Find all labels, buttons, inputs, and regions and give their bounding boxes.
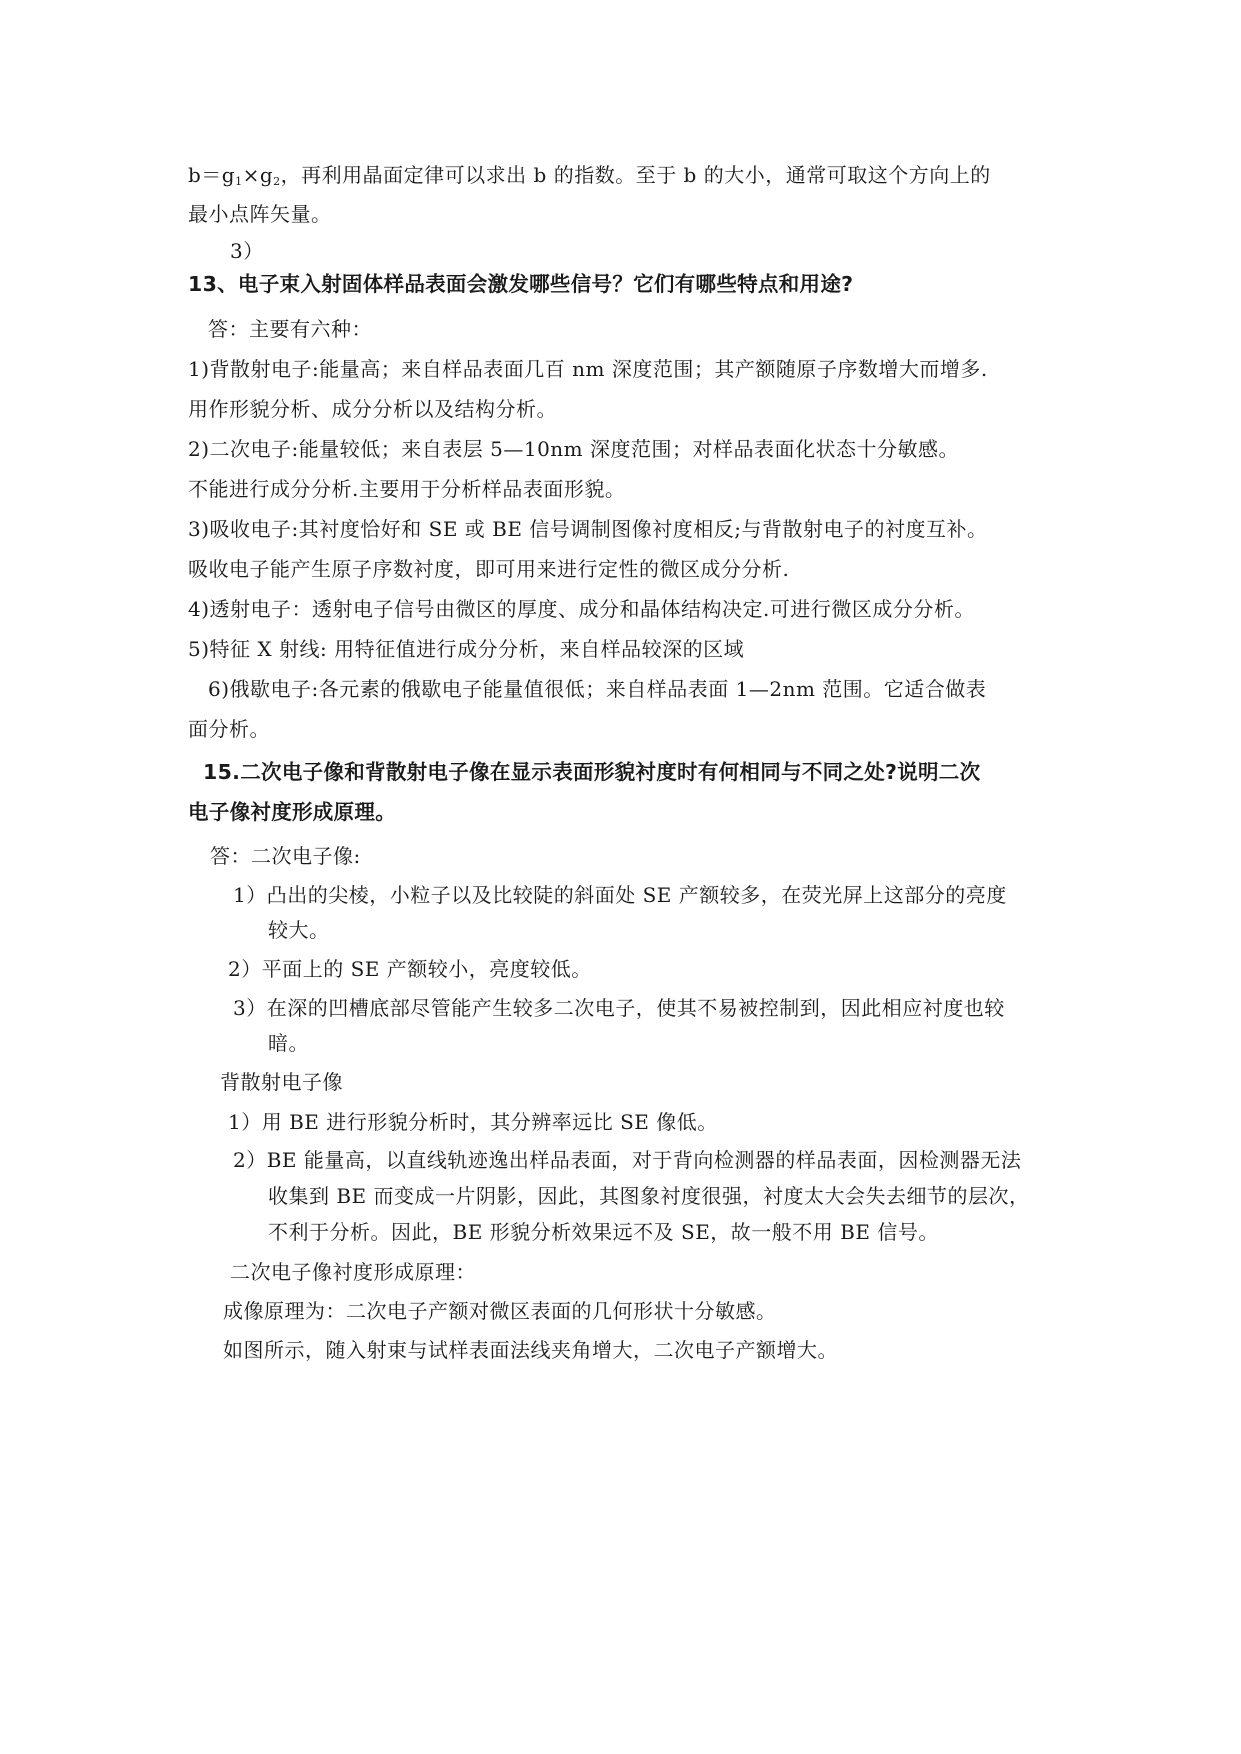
q13-line: 5)特征 X 射线: 用特征值进行成分分析，来自样品较深的区域 [188, 637, 745, 661]
q15-se-line: 暗。 [268, 1031, 309, 1055]
q15-se-line: 1）凸出的尖棱，小粒子以及比较陡的斜面处 SE 产额较多，在荧光屏上这部分的亮度 [233, 883, 1007, 907]
q13-line: 面分析。 [188, 717, 270, 741]
formula-times: ×g [242, 163, 274, 187]
formula-b-eq: b＝g [188, 163, 236, 187]
prev-item-3: 3） [230, 239, 264, 263]
q15-bse-line: 1）用 BE 进行形貌分析时，其分辨率远比 SE 像低。 [228, 1110, 718, 1134]
question-13: 13、电子束入射固体样品表面会激发哪些信号？它们有哪些特点和用途? [188, 272, 854, 296]
q15-principle-line: 成像原理为：二次电子产额对微区表面的几何形状十分敏感。 [223, 1299, 777, 1323]
q13-answer-intro: 答：主要有六种： [208, 317, 372, 341]
q15-bse-line: 2）BE 能量高，以直线轨迹逸出样品表面，对于背向检测器的样品表面，因检测器无法 [233, 1148, 1022, 1172]
q13-line: 2)二次电子:能量较低；来自表层 5—10nm 深度范围；对样品表面化状态十分敏感。 [188, 437, 959, 461]
q13-line: 1)背散射电子:能量高；来自样品表面几百 nm 深度范围；其产额随原子序数增大而增多. [188, 357, 988, 381]
q15-principle-line: 如图所示，随入射束与试样表面法线夹角增大，二次电子产额增大。 [223, 1338, 838, 1362]
q15-bse-heading: 背散射电子像 [220, 1070, 343, 1094]
prev-text-line-1 [188, 161, 991, 189]
q13-line: 3)吸收电子:其衬度恰好和 SE 或 BE 信号调制图像衬度相反;与背散射电子的衬度互补。 [188, 517, 988, 541]
formula-sub-1: 1 [235, 175, 243, 188]
question-15-line-2: 电子像衬度形成原理。 [188, 800, 396, 824]
prev-text-line-2: 最小点阵矢量。 [188, 202, 332, 226]
q15-answer-intro: 答：二次电子像: [210, 844, 361, 868]
prev-line-1-rest: ，再利用晶面定律可以求出 b 的指数。至于 b 的大小，通常可取这个方向上的 [280, 163, 991, 187]
formula-sub-2: 2 [273, 175, 281, 188]
q15-se-line: 2）平面上的 SE 产额较小，亮度较低。 [228, 957, 592, 981]
question-15-line-1: 15.二次电子像和背散射电子像在显示表面形貌衬度时有何相同与不同之处?说明二次 [203, 760, 981, 784]
q15-principle-heading: 二次电子像衬度形成原理： [230, 1260, 476, 1284]
q15-bse-line: 不利于分析。因此，BE 形貌分析效果远不及 SE，故一般不用 BE 信号。 [268, 1220, 939, 1244]
q13-line: 吸收电子能产生原子序数衬度，即可用来进行定性的微区成分分析. [188, 557, 790, 581]
q13-line: 6)俄歇电子:各元素的俄歇电子能量值很低；来自样品表面 1—2nm 范围。它适合做表 [208, 677, 987, 701]
q13-line: 用作形貌分析、成分分析以及结构分析。 [188, 397, 557, 421]
q13-line: 不能进行成分分析.主要用于分析样品表面形貌。 [188, 477, 626, 501]
q15-se-line: 较大。 [268, 918, 330, 942]
q15-se-line: 3）在深的凹槽底部尽管能产生较多二次电子，使其不易被控制到，因此相应衬度也较 [233, 996, 1005, 1020]
q15-bse-line: 收集到 BE 而变成一片阴影，因此，其图象衬度很强，衬度太大会失去细节的层次， [268, 1184, 1030, 1208]
q13-line: 4)透射电子：透射电子信号由微区的厚度、成分和晶体结构决定.可进行微区成分分析。 [188, 597, 975, 621]
